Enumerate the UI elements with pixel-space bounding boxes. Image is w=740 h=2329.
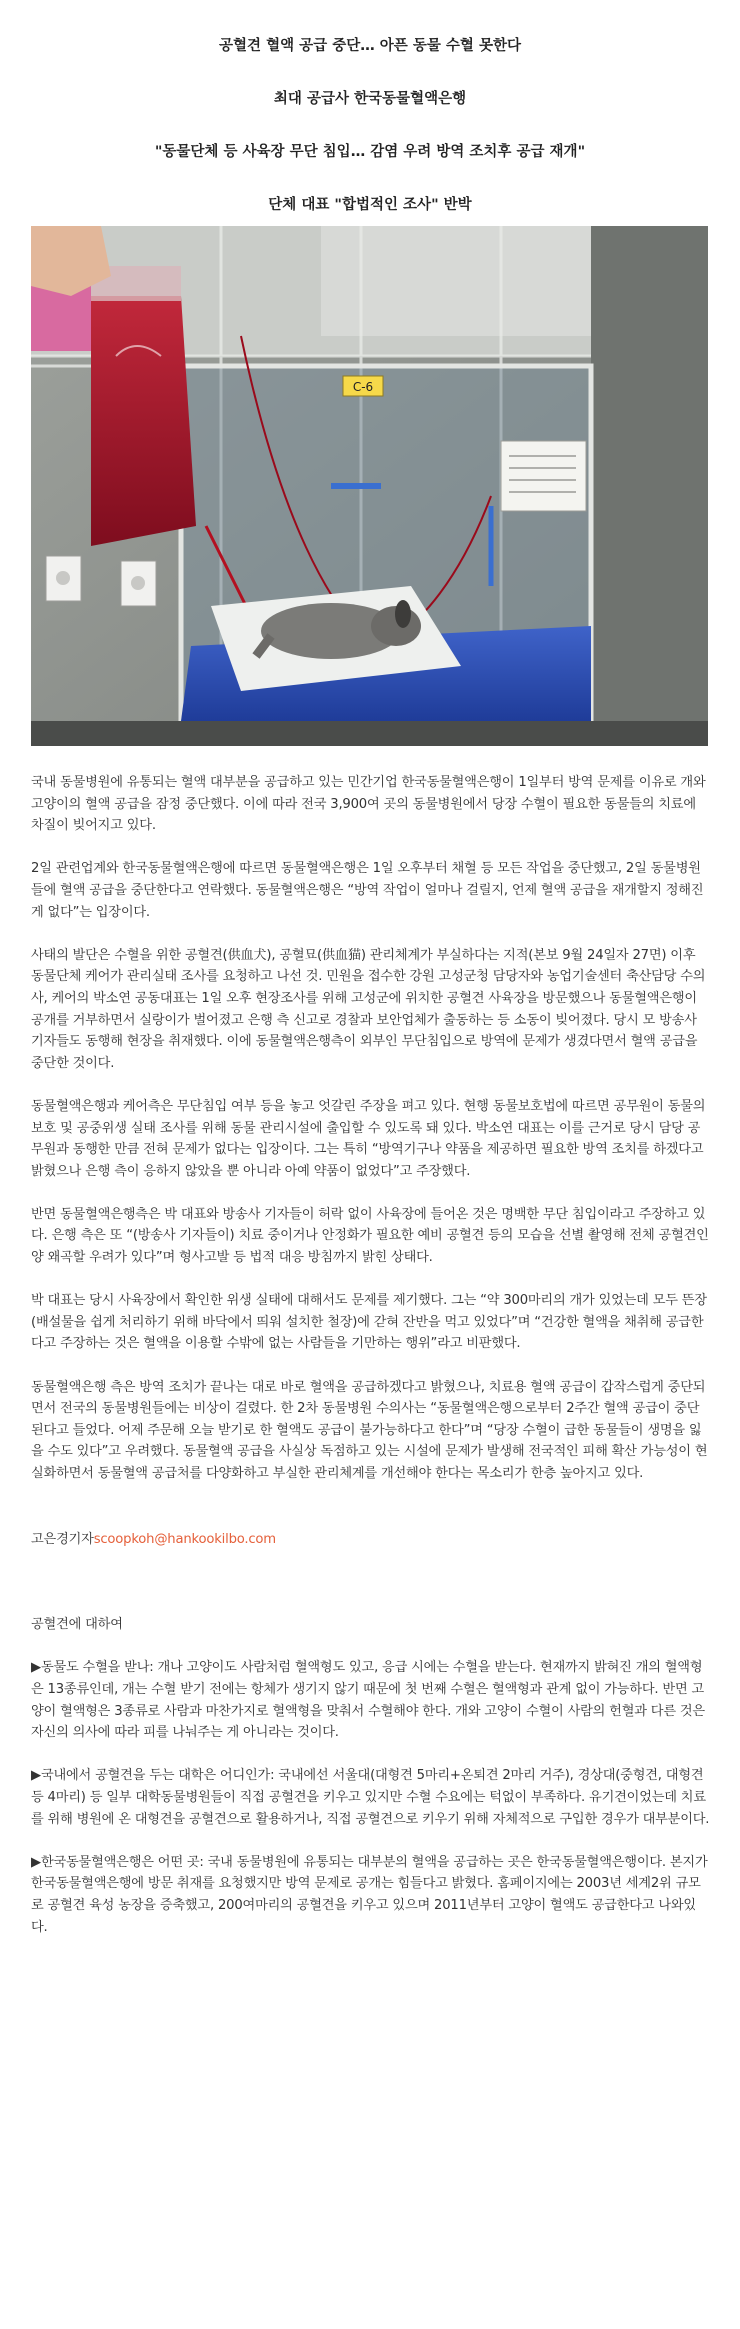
headline-main: 공혈견 혈액 공급 중단… 아픈 동물 수혈 못한다 xyxy=(219,38,521,54)
article-photo xyxy=(31,226,708,746)
about-section-title: 공혈견에 대하여 xyxy=(31,1617,123,1633)
paragraph: 동물혈액은행 측은 방역 조치가 끝나는 대로 바로 혈액을 공급하겠다고 밝혔으나, 치료용 혈액 공급이 갑작스럽게 중단되면서 전국의 동물병원들에는 비상이 걸렸다. 한 2차 동물병원 수의사는 “동물혈액은행으로부터 2주간 혈액 공급이 중단된다고 들었다. 어제 주문해 오늘 받기로 한 혈액도 공급이 불가능하다고 한다”며 “당장 수혈이 급한 동물들이 생명을 잃을 수도 있다”고 우려했다. 동물혈액 공급을 사실상 독점하고 있는 시설에 문제가 발생해 전국적인 피해 확산 가능성이 현실화하면서 동물혈액 공급처를 다양화하고 부실한 관리체계를 개선해야 한다는 목소리가 한층 높아지고 있다. xyxy=(31,1379,708,1481)
author-email-link[interactable]: scoopkoh@hankookilbo.com xyxy=(93,1531,276,1547)
paragraph: 국내 동물병원에 유통되는 혈액 대부분을 공급하고 있는 민간기업 한국동물혈액은행이 1일부터 방역 문제를 이유로 개와 고양이의 혈액 공급을 잠정 중단했다. 이에 따라 전국 3,900여 곳의 동물병원에서 당장 수혈이 필요한 동물들의 치료에 차질이 빚어지고 있다. xyxy=(31,775,706,834)
byline xyxy=(31,1529,711,1551)
paragraph: 반면 동물혈액은행측은 박 대표와 방송사 기자들이 허락 없이 사육장에 들어온 것은 명백한 무단 침입이라고 주장하고 있다. 은행 측은 또 “(방송사 기자들이) 치료 중이거나 안정화가 필요한 예비 공혈견 등의 모습을 선별 촬영해 전체 공혈견인 양 왜곡할 우려가 있다”며 형사고발 등 법적 대응 방침까지 밝힌 상태다. xyxy=(31,1206,709,1266)
paragraph: 동물혈액은행과 케어측은 무단침입 여부 등을 놓고 엇갈린 주장을 펴고 있다. 현행 동물보호법에 따르면 공무원이 동물의 보호 및 공중위생 실태 조사를 위해 동물 관리시설에 출입할 수 있도록 돼 있다. 박소연 대표는 이를 근거로 당시 담당 공무원과 동행한 만큼 전혀 문제가 없다는 입장이다. 그는 특히 “방역기구나 약품을 제공하면 필요한 방역 조치를 하겠다고 밝혔으나 은행 측이 응하지 않았을 뿐 아니라 아예 약품이 없었다”고 주장했다. xyxy=(31,1098,706,1179)
paragraph: 사태의 발단은 수혈을 위한 공혈견(供血犬), 공혈묘(供血猫) 관리체계가 부실하다는 지적(본보 9월 24일자 27면) 이후 동물단체 케어가 관리실태 조사를 요청하고 나선 것. 민원을 접수한 강원 고성군청 담당자와 농업기술센터 축산담당 수의사, 케어의 박소연 공동대표는 1일 오후 현장조사를 위해 고성군에 위치한 공혈견 사육장을 방문했으나 동물혈액은행이 공개를 거부하면서 실랑이가 벌어졌고 은행 측 신고로 경찰과 보안업체가 출동하는 등 소동이 빚어졌다. 당시 모 방송사 기자들도 동행해 현장을 취재했다. 이에 동물혈액은행측이 외부인 무단침입으로 방역에 문제가 생겼다면서 혈액 공급을 중단한 것이다. xyxy=(31,947,706,1071)
headline-sub-3: 단체 대표 "합법적인 조사" 반박 xyxy=(268,197,472,213)
headline-sub-1: 최대 공급사 한국동물혈액은행 xyxy=(273,91,467,107)
article-body xyxy=(31,772,711,1960)
blood-bag-cage-illustration xyxy=(31,226,708,746)
about-item: ▶국내에서 공혈견을 두는 대학은 어디인가: 국내에선 서울대(대형견 5마리+온퇴견 2마리 거주), 경상대(중형견, 대형견 등 4마리) 등 일부 대학동물병원들이 직접 공혈견을 키우고 있지만 수혈 수요에는 턱없이 부족하다. 유기견이었는데 치료를 위해 병원에 온 대형견을 공혈견으로 활용하거나, 직접 공혈견으로 키우기 위해 자체적으로 구입한 경우가 대부분이다. xyxy=(31,1768,710,1827)
paragraph: 2일 관련업계와 한국동물혈액은행에 따르면 동물혈액은행은 1일 오후부터 채혈 등 모든 작업을 중단했고, 2일 동물병원들에 혈액 공급을 중단한다고 연락했다. 동물혈액은행은 “방역 작업이 얼마나 걸릴지, 언제 혈액 공급을 재개할지 정해진 게 없다”는 입장이다. xyxy=(31,861,704,920)
about-item: ▶한국동물혈액은행은 어떤 곳: 국내 동물병원에 유통되는 대부분의 혈액을 공급하는 곳은 한국동물혈액은행이다. 본지가 한국동물혈액은행에 방문 취재를 요청했지만 방역 문제로 공개는 힘들다고 밝혔다. 홈페이지에는 2003년 세계2위 규모로 공혈견 육성 농장을 증축했고, 200여마리의 공혈견을 키우고 있으며 2011년부터 고양이 혈액도 공급한다고 나와있다. xyxy=(31,1854,708,1935)
paragraph: 박 대표는 당시 사육장에서 확인한 위생 실태에 대해서도 문제를 제기했다. 그는 “약 300마리의 개가 있었는데 모두 뜬장(배설물을 쉽게 처리하기 위해 바닥에서 띄워 설치한 철장)에 갇혀 잔반을 먹고 있었다”며 “건강한 혈액을 채취해 공급한다고 주장하는 것은 혈액을 이용할 수밖에 없는 사람들을 기만하는 행위”라고 비판했다. xyxy=(31,1293,707,1352)
cage-label: C-6 xyxy=(352,380,374,394)
headline-sub-2: "동물단체 등 사육장 무단 침입… 감염 우려 방역 조치후 공급 재개" xyxy=(154,144,586,160)
author-name: 고은경기자 xyxy=(31,1531,94,1547)
about-item: ▶동물도 수혈을 받나: 개나 고양이도 사람처럼 혈액형도 있고, 응급 시에는 수혈을 받는다. 현재까지 밝혀진 개의 혈액형은 13종류인데, 개는 수혈 받기 전에는 항체가 생기지 않기 때문에 첫 번째 수혈은 혈액형과 관계 없이 가능하다. 반면 고양이 혈액형은 3종류로 사람과 마찬가지로 혈액형을 맞춰서 수혈해야 한다. 개와 고양이 수혈이 사람의 헌혈과 다른 것은 자신의 의사에 따라 피를 나눠주는 게 아니라는 것이다. xyxy=(31,1660,705,1741)
